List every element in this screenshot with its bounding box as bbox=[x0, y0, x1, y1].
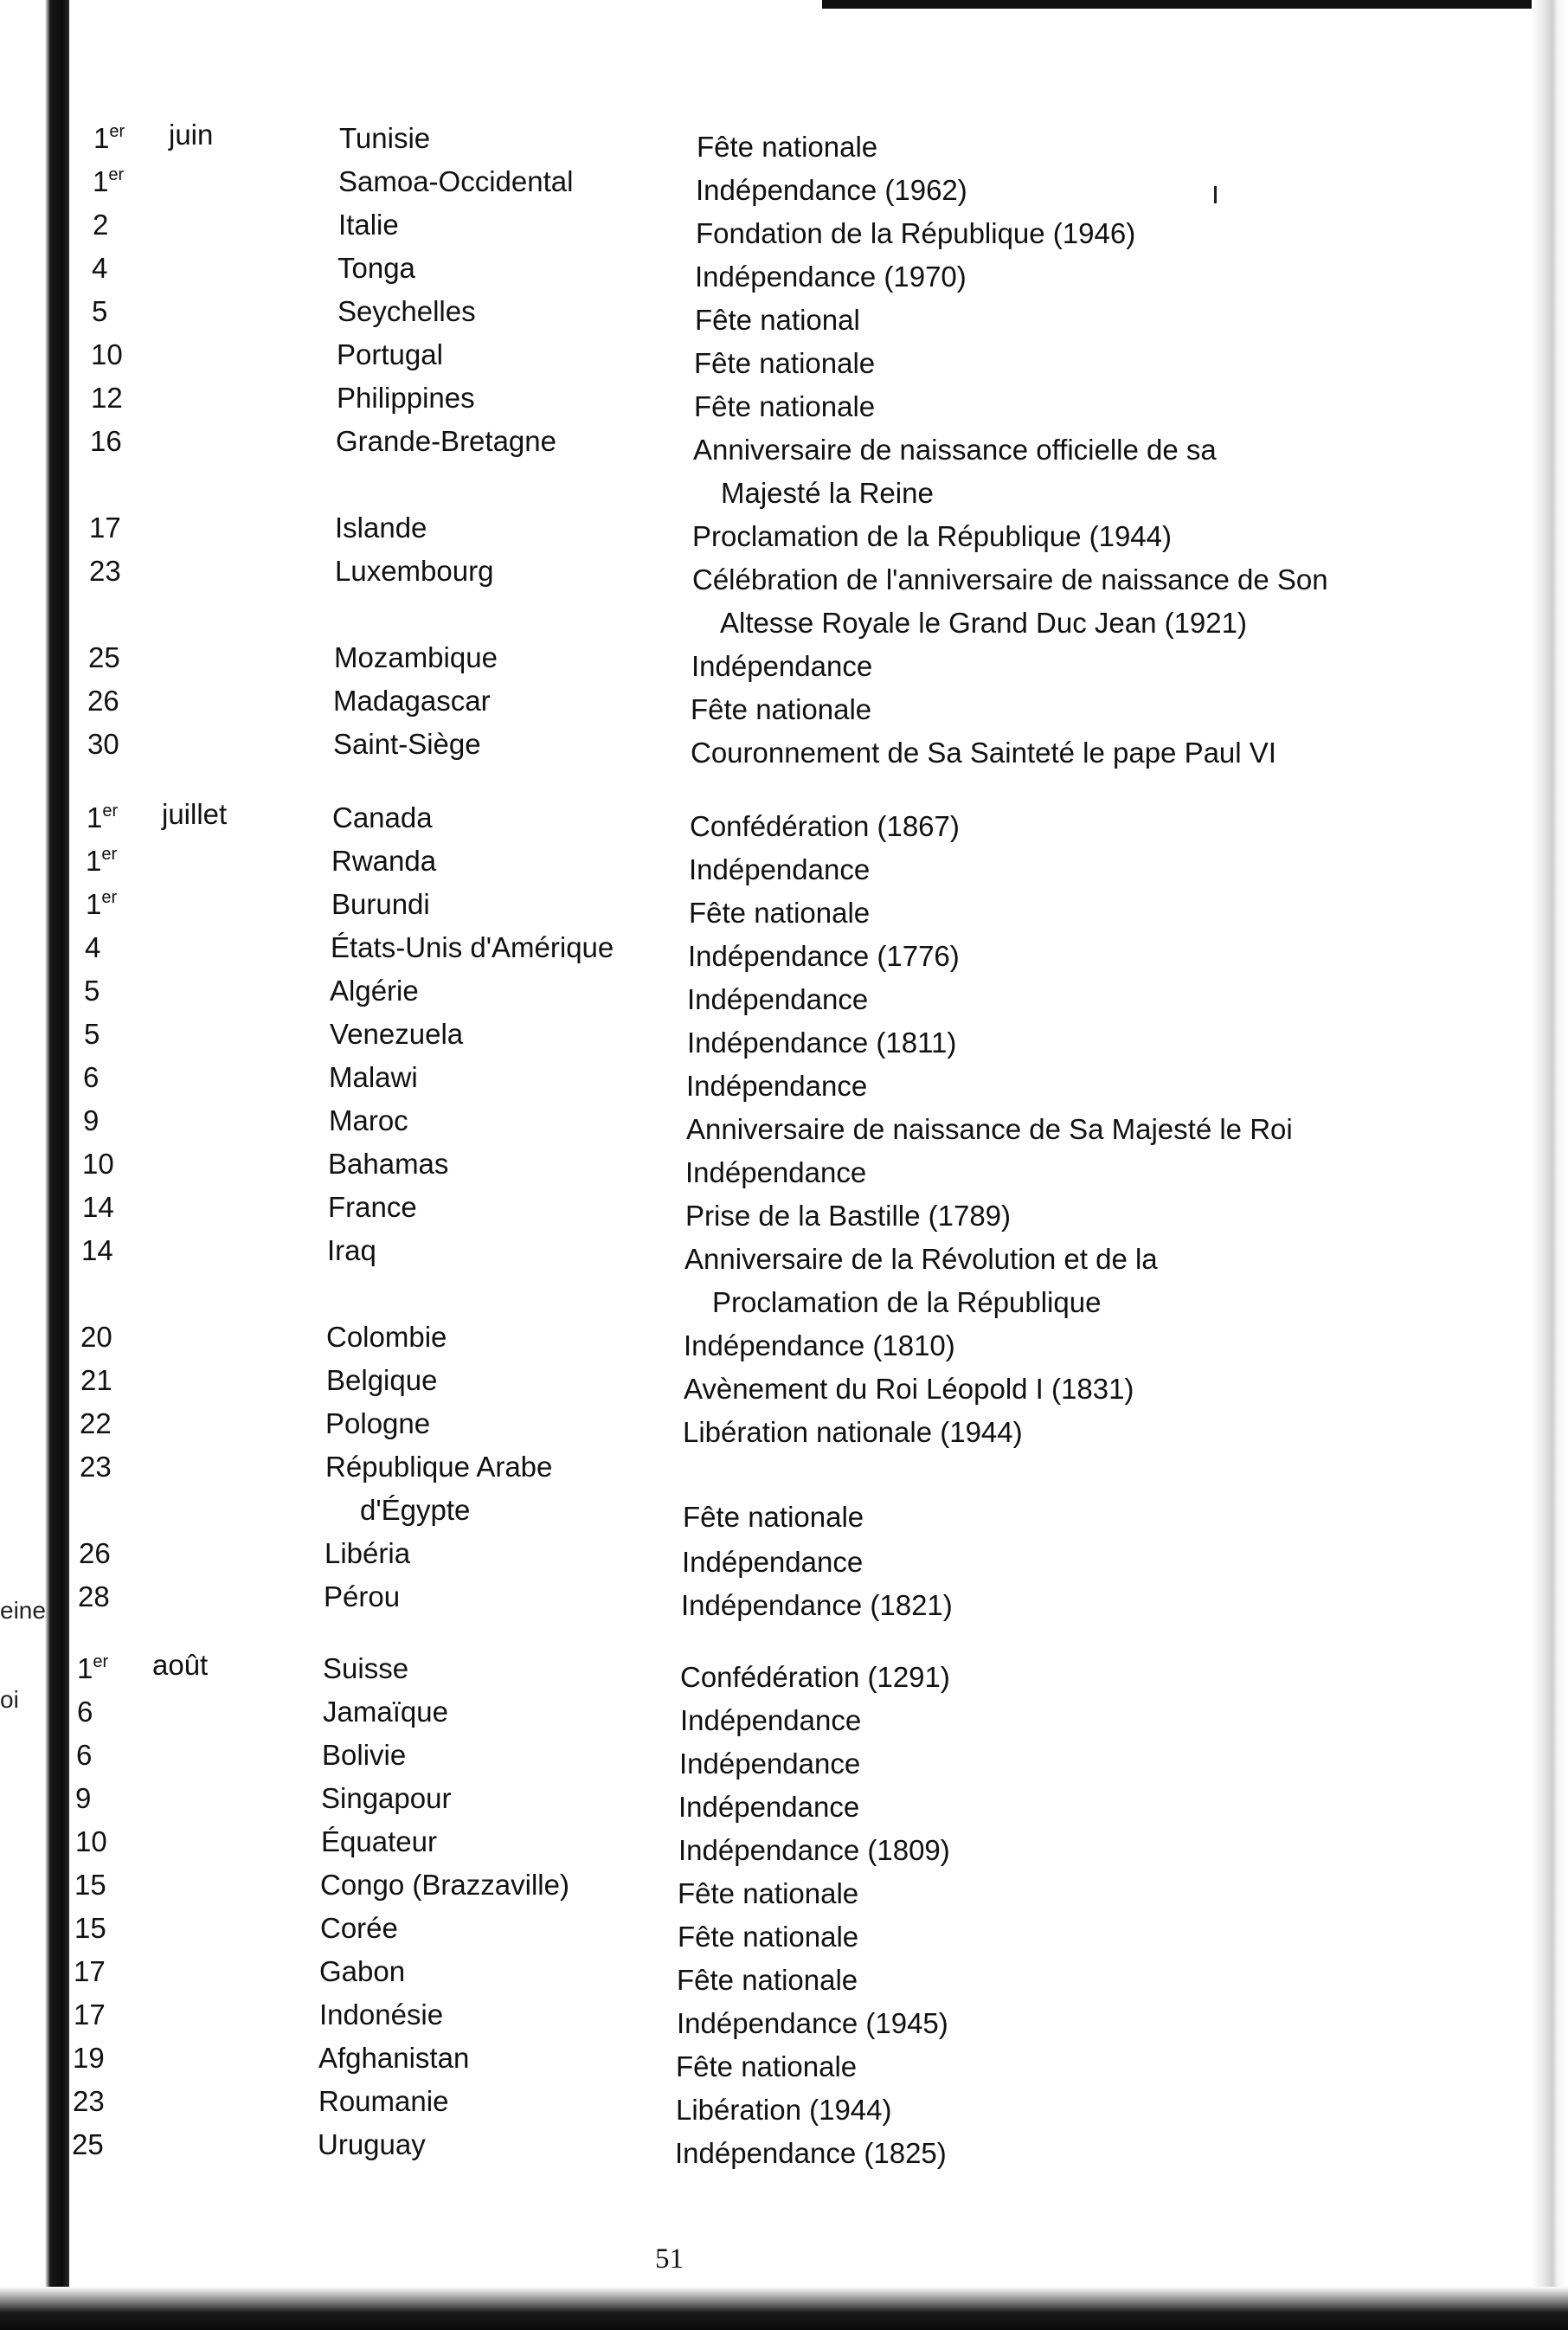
event-cell: Confédération (1867) bbox=[690, 810, 960, 842]
country-cell: Singapour bbox=[321, 1782, 452, 1814]
day-cell: 5 bbox=[92, 295, 108, 327]
country-cell: Bolivie bbox=[322, 1739, 407, 1771]
table-row bbox=[0, 1911, 1471, 1954]
table-row bbox=[0, 1825, 1471, 1868]
day-cell: 23 bbox=[73, 2085, 105, 2117]
day-cell: 10 bbox=[91, 338, 123, 370]
table-row bbox=[0, 1450, 1471, 1533]
day-cell: 15 bbox=[74, 1869, 106, 1901]
table-row bbox=[0, 1738, 1471, 1781]
table-row bbox=[0, 2041, 1471, 2084]
event-cell: Indépendance bbox=[689, 853, 871, 885]
day-cell: 6 bbox=[77, 1696, 93, 1728]
table-row bbox=[0, 1868, 1471, 1911]
country-cell: États-Unis d'Amérique bbox=[331, 931, 614, 963]
country-cell: Seychelles bbox=[337, 295, 476, 327]
country-cell: République Arabe bbox=[325, 1451, 553, 1483]
event-cell-continued: Altesse Royale le Grand Duc Jean (1921) bbox=[720, 607, 1247, 639]
day-ordinal-suffix: er bbox=[102, 801, 119, 821]
event-cell: Fête national bbox=[695, 304, 860, 336]
event-cell: Fondation de la République (1946) bbox=[696, 217, 1136, 249]
day-cell: 17 bbox=[74, 1955, 106, 1987]
country-cell: Tonga bbox=[337, 252, 415, 284]
day-cell: 1er bbox=[77, 1652, 109, 1684]
table-row bbox=[0, 1147, 1471, 1190]
country-cell-continued: d'Égypte bbox=[360, 1494, 471, 1526]
day-cell: 9 bbox=[83, 1104, 100, 1136]
event-cell: Couronnement de Sa Sainteté le pape Paul VI bbox=[691, 737, 1276, 769]
day-cell: 17 bbox=[74, 1999, 106, 2031]
table-row bbox=[0, 554, 1471, 639]
table-row bbox=[0, 1651, 1471, 1695]
table-row bbox=[0, 1104, 1471, 1147]
day-cell: 22 bbox=[80, 1407, 112, 1439]
table-row bbox=[0, 511, 1471, 554]
event-cell: Indépendance bbox=[686, 1070, 868, 1102]
country-cell: Pérou bbox=[324, 1580, 401, 1612]
table-row bbox=[0, 684, 1471, 727]
month-label: juin bbox=[169, 119, 214, 151]
event-cell: Fête nationale bbox=[689, 897, 871, 929]
country-cell: Malawi bbox=[329, 1061, 418, 1093]
country-cell: Gabon bbox=[319, 1955, 406, 1987]
day-cell: 20 bbox=[80, 1321, 112, 1353]
day-cell: 5 bbox=[84, 1018, 100, 1050]
country-cell: Algérie bbox=[330, 975, 419, 1007]
day-cell: 12 bbox=[91, 382, 123, 414]
margin-fragment: oi bbox=[0, 1686, 19, 1713]
day-cell: 28 bbox=[78, 1580, 110, 1612]
event-cell: Fête nationale bbox=[678, 1877, 859, 1909]
event-cell: Fête nationale bbox=[694, 390, 876, 422]
day-cell: 9 bbox=[75, 1782, 92, 1814]
country-cell: Colombie bbox=[326, 1321, 447, 1353]
day-cell: 21 bbox=[80, 1364, 112, 1396]
event-cell: Prise de la Bastille (1789) bbox=[685, 1200, 1012, 1232]
event-cell: Indépendance (1811) bbox=[687, 1027, 957, 1059]
margin-fragment: eine bbox=[0, 1597, 46, 1624]
day-cell: 1er bbox=[86, 845, 118, 877]
table-row bbox=[0, 1363, 1471, 1406]
day-cell: 16 bbox=[90, 425, 122, 457]
event-cell: Libération (1944) bbox=[676, 2094, 892, 2126]
country-cell: Samoa-Occidental bbox=[338, 165, 574, 197]
country-cell: Libéria bbox=[325, 1537, 411, 1569]
day-ordinal-suffix: er bbox=[108, 165, 125, 184]
day-cell: 26 bbox=[79, 1537, 111, 1569]
event-cell: Indépendance bbox=[691, 650, 873, 682]
day-ordinal-suffix: er bbox=[101, 845, 118, 864]
table-row bbox=[0, 974, 1471, 1017]
event-cell: Indépendance bbox=[685, 1156, 867, 1188]
day-cell: 30 bbox=[87, 728, 119, 760]
day-cell: 2 bbox=[93, 209, 109, 241]
country-cell: Madagascar bbox=[333, 685, 491, 717]
day-cell: 23 bbox=[89, 555, 121, 587]
event-cell: Anniversaire de naissance de Sa Majesté le Roi bbox=[686, 1113, 1293, 1145]
table-row bbox=[0, 338, 1471, 381]
country-cell: Jamaïque bbox=[323, 1696, 448, 1728]
day-cell: 10 bbox=[82, 1148, 114, 1180]
table-row bbox=[0, 1580, 1471, 1623]
event-cell: Célébration de l'anniversaire de naissance de Son bbox=[692, 563, 1328, 595]
country-cell: Belgique bbox=[326, 1364, 438, 1396]
country-cell: Saint-Siège bbox=[333, 728, 481, 760]
day-ordinal-suffix: er bbox=[101, 888, 118, 907]
country-cell: Bahamas bbox=[328, 1148, 449, 1180]
table-row bbox=[0, 798, 1471, 844]
table-row bbox=[0, 887, 1471, 930]
event-cell: Indépendance (1809) bbox=[678, 1834, 950, 1866]
event-cell: Proclamation de la République (1944) bbox=[692, 520, 1173, 552]
country-cell: Burundi bbox=[331, 888, 430, 920]
event-cell: Fête nationale bbox=[678, 1921, 859, 1953]
event-cell: Libération nationale (1944) bbox=[683, 1416, 1023, 1448]
country-cell: Portugal bbox=[337, 338, 443, 370]
event-cell: Indépendance bbox=[678, 1791, 860, 1823]
day-cell: 19 bbox=[73, 2042, 105, 2074]
event-cell: Indépendance (1776) bbox=[688, 940, 960, 972]
country-cell: Équateur bbox=[321, 1825, 437, 1857]
event-cell-continued: Proclamation de la République bbox=[712, 1286, 1102, 1318]
day-cell: 15 bbox=[74, 1912, 106, 1944]
event-cell: Indépendance bbox=[687, 983, 869, 1015]
page-number: 51 bbox=[655, 2243, 684, 2275]
table-row bbox=[0, 381, 1471, 424]
table-row bbox=[0, 294, 1471, 338]
event-cell: Anniversaire de naissance officielle de sa bbox=[693, 434, 1217, 466]
event-cell: Anniversaire de la Révolution et de la bbox=[684, 1243, 1158, 1275]
table-row bbox=[0, 164, 1471, 208]
country-cell: Grande-Bretagne bbox=[336, 425, 556, 457]
table-row bbox=[0, 844, 1471, 887]
country-cell: Mozambique bbox=[334, 641, 498, 673]
country-cell: Uruguay bbox=[318, 2128, 426, 2160]
event-cell: Indépendance (1962) bbox=[696, 174, 967, 206]
table-row bbox=[0, 1536, 1471, 1580]
table-row bbox=[0, 251, 1471, 294]
event-cell: Indépendance (1825) bbox=[675, 2137, 947, 2169]
event-cell: Indépendance (1945) bbox=[677, 2007, 948, 2039]
day-cell: 1er bbox=[86, 888, 118, 920]
event-cell: Confédération (1291) bbox=[680, 1661, 950, 1693]
table-row bbox=[0, 208, 1471, 251]
day-cell: 26 bbox=[87, 685, 119, 717]
table-row bbox=[0, 1998, 1471, 2041]
table-row bbox=[0, 1954, 1471, 1998]
country-cell: Corée bbox=[320, 1912, 398, 1944]
table-row bbox=[0, 727, 1471, 770]
country-cell: Iraq bbox=[327, 1234, 376, 1266]
day-cell: 4 bbox=[85, 931, 101, 963]
event-cell: Indépendance bbox=[680, 1704, 862, 1736]
table-row bbox=[0, 1060, 1471, 1104]
table-row bbox=[0, 2084, 1471, 2127]
table-row bbox=[0, 930, 1471, 974]
event-cell: Fête nationale bbox=[683, 1501, 864, 1533]
table-row bbox=[0, 640, 1471, 684]
table-row bbox=[0, 424, 1471, 509]
event-cell: Indépendance bbox=[679, 1748, 861, 1780]
event-cell: Fête nationale bbox=[677, 1964, 858, 1996]
day-cell: 10 bbox=[75, 1825, 107, 1857]
country-cell: Roumanie bbox=[318, 2085, 449, 2117]
event-cell: Fête nationale bbox=[697, 131, 878, 163]
day-ordinal-suffix: er bbox=[109, 122, 125, 141]
table-row bbox=[0, 1406, 1471, 1450]
day-cell: 17 bbox=[89, 512, 121, 544]
country-cell: Indonésie bbox=[319, 1999, 444, 2031]
country-cell: Venezuela bbox=[330, 1018, 464, 1050]
country-cell: Islande bbox=[335, 512, 427, 544]
country-cell: Congo (Brazzaville) bbox=[320, 1869, 569, 1901]
table-row bbox=[0, 1695, 1471, 1738]
country-cell: Rwanda bbox=[331, 845, 437, 877]
table-row bbox=[0, 1781, 1471, 1825]
table-row bbox=[0, 1320, 1471, 1363]
table-row bbox=[0, 1233, 1471, 1318]
country-cell: Italie bbox=[338, 209, 399, 241]
table-row bbox=[0, 1017, 1471, 1060]
day-cell: 1er bbox=[93, 165, 125, 197]
day-cell: 25 bbox=[72, 2128, 104, 2160]
day-ordinal-suffix: er bbox=[93, 1652, 109, 1671]
event-cell: Avènement du Roi Léopold I (1831) bbox=[684, 1373, 1134, 1405]
day-cell: 5 bbox=[84, 975, 100, 1007]
day-cell: 4 bbox=[92, 252, 108, 284]
event-cell: Indépendance (1970) bbox=[695, 261, 967, 293]
country-cell: Philippines bbox=[337, 382, 475, 414]
event-cell: Indépendance (1821) bbox=[681, 1589, 953, 1621]
country-cell: Tunisie bbox=[339, 122, 431, 154]
day-cell: 1er bbox=[87, 801, 119, 834]
event-cell: Indépendance (1810) bbox=[684, 1329, 955, 1361]
event-cell: Fête nationale bbox=[694, 347, 876, 379]
day-cell: 25 bbox=[88, 641, 120, 673]
country-cell: Maroc bbox=[329, 1104, 408, 1136]
month-label: août bbox=[152, 1649, 209, 1681]
day-cell: 6 bbox=[76, 1739, 93, 1771]
day-cell: 14 bbox=[82, 1191, 114, 1223]
event-cell: Fête nationale bbox=[691, 693, 872, 725]
country-cell: Canada bbox=[332, 801, 433, 834]
event-cell-continued: Majesté la Reine bbox=[721, 477, 934, 509]
day-cell: 14 bbox=[81, 1234, 113, 1266]
table-row bbox=[0, 121, 1471, 164]
day-cell: 6 bbox=[83, 1061, 100, 1093]
table-row bbox=[0, 2127, 1471, 2171]
country-cell: Suisse bbox=[323, 1652, 409, 1684]
country-cell: France bbox=[328, 1191, 417, 1223]
country-cell: Afghanistan bbox=[318, 2042, 470, 2074]
event-cell: Fête nationale bbox=[676, 2050, 858, 2082]
country-cell: Pologne bbox=[325, 1407, 431, 1439]
day-cell: 1er bbox=[93, 122, 125, 154]
day-cell: 23 bbox=[80, 1451, 112, 1483]
country-cell: Luxembourg bbox=[335, 555, 494, 587]
event-cell: Indépendance bbox=[682, 1546, 864, 1578]
month-label: juillet bbox=[162, 798, 228, 830]
table-row bbox=[0, 1190, 1471, 1233]
